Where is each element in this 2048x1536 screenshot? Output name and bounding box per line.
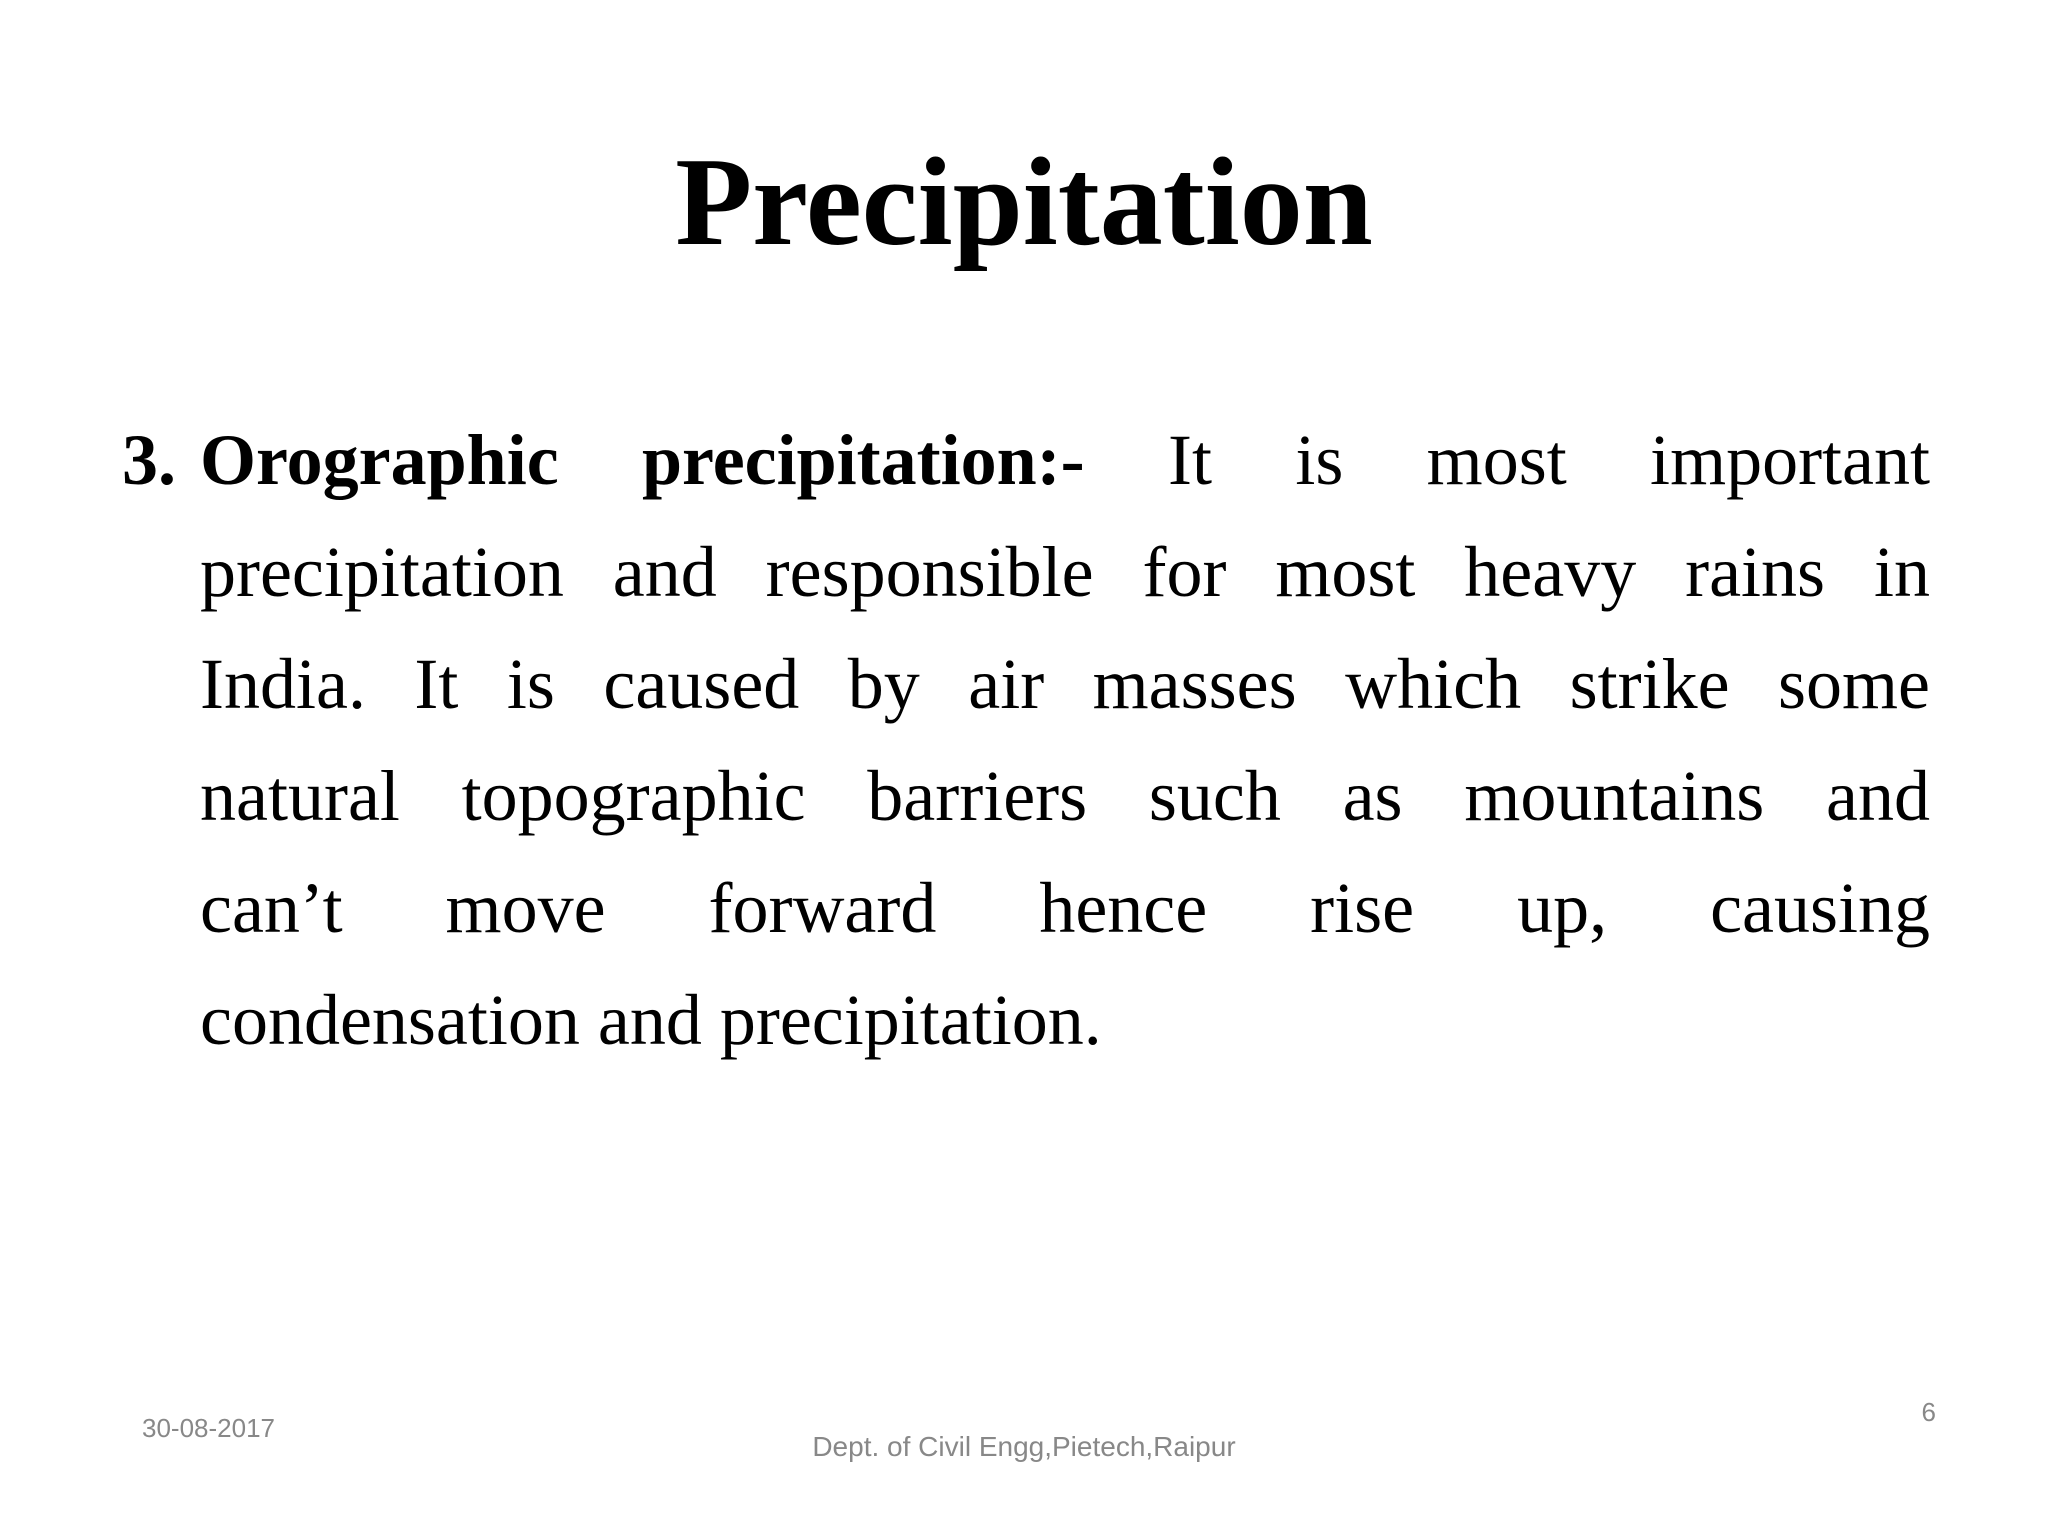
body-line-1 xyxy=(200,418,1930,502)
slide-title: Precipitation xyxy=(675,133,1373,272)
list-item-number: 3. xyxy=(122,420,176,500)
body-line-4: natural topographic barriers such as mountains and xyxy=(200,756,1930,836)
body-line-6: condensation and precipitation. xyxy=(200,980,1102,1060)
item-heading: Orographic precipitation:- xyxy=(200,420,1085,500)
footer-date: 30-08-2017 xyxy=(142,1413,275,1443)
body-line-2: precipitation and responsible for most heavy rains in xyxy=(200,532,1930,612)
item-text-line-1: It is most important xyxy=(1084,420,1931,500)
body-line-5: can’t move forward hence rise up, causing xyxy=(200,868,1930,948)
body-line-3: India. It is caused by air masses which strike some xyxy=(200,644,1930,724)
footer-department: Dept. of Civil Engg,Pietech,Raipur xyxy=(812,1431,1236,1462)
footer-page-number: 6 xyxy=(1921,1397,1936,1427)
